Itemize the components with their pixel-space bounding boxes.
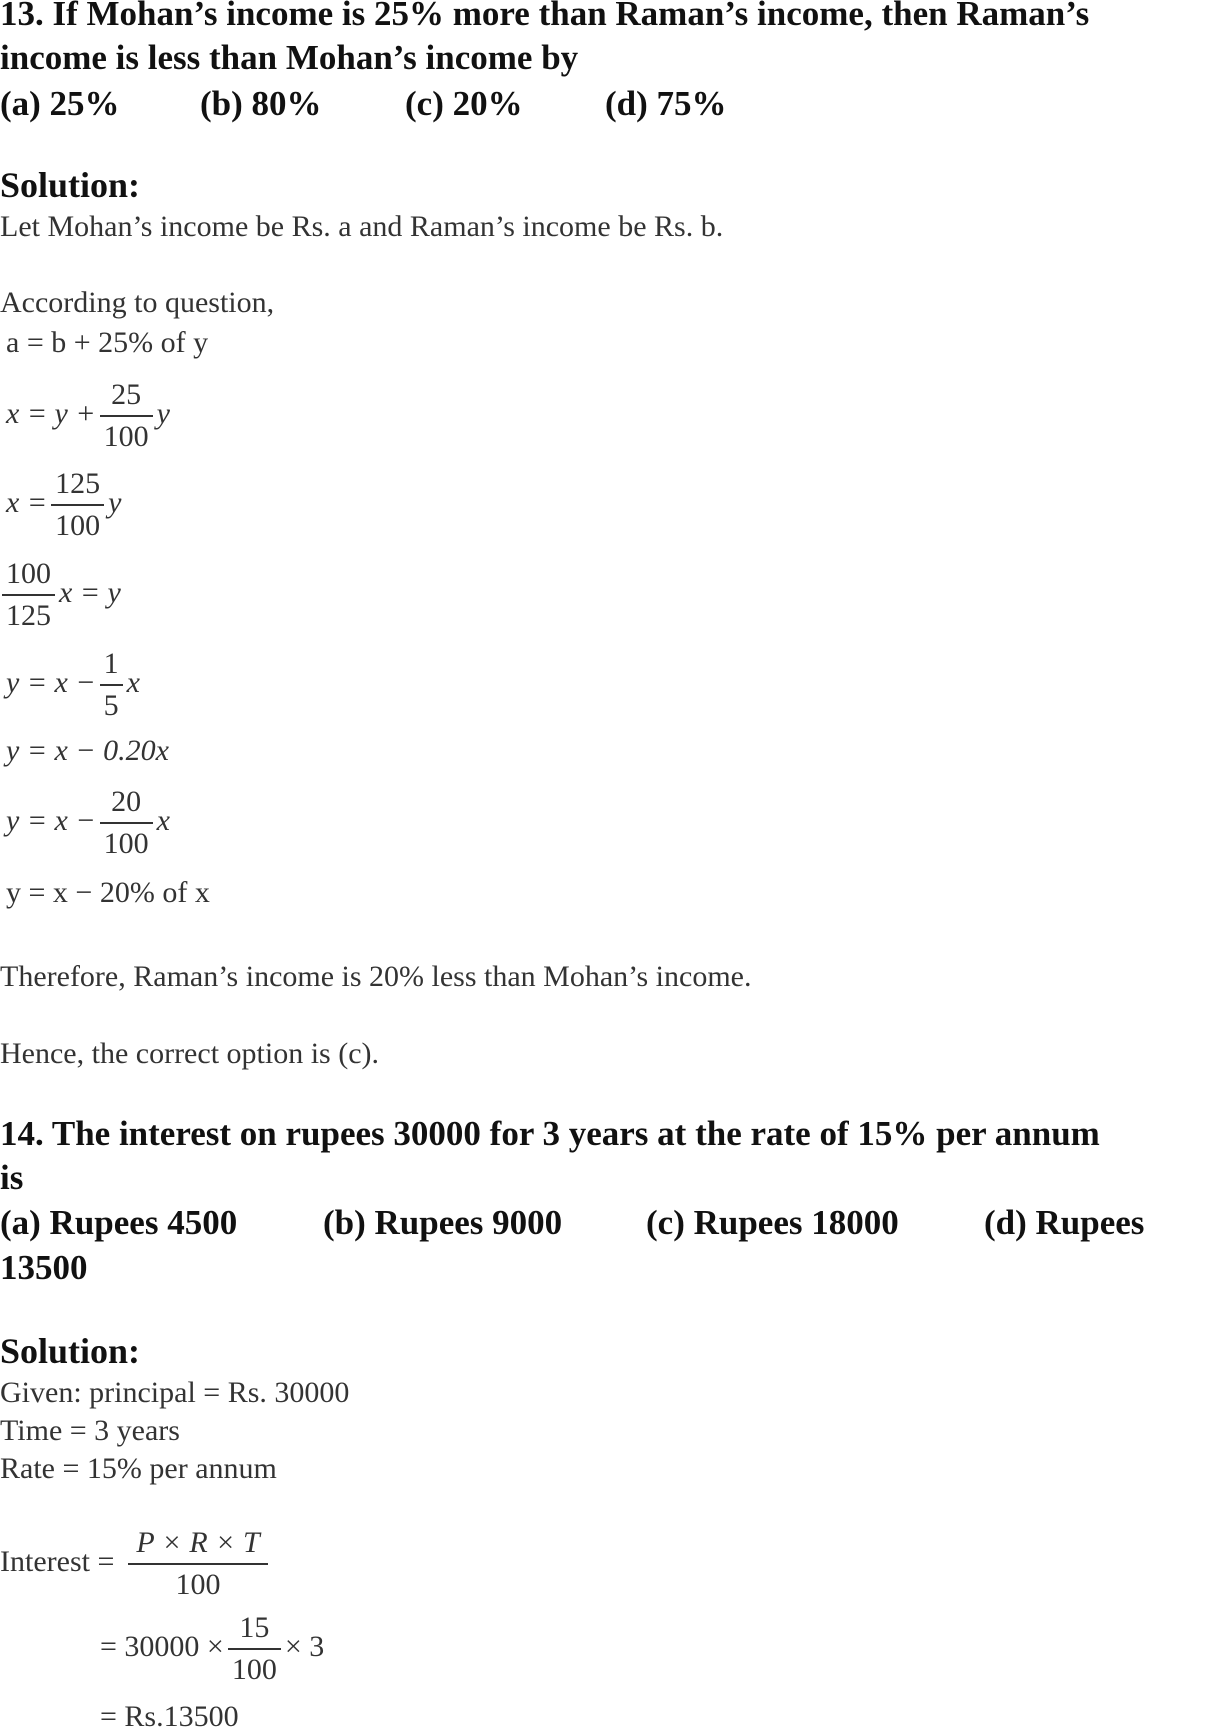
question-14-line-1: 14. The interest on rupees 30000 for 3 years at the rate of 15% per annum	[0, 1114, 1100, 1153]
q13-option-b: (b) 80%	[200, 84, 322, 123]
q14-calculation	[100, 1610, 324, 1688]
q14-option-a: (a) Rupees 4500	[0, 1203, 238, 1242]
q13-equation-6: y = x − 0.20x	[6, 734, 169, 767]
eq2-denominator: 100	[103, 420, 149, 453]
eq3-numerator: 125	[51, 466, 104, 506]
eq4-denominator: 125	[6, 599, 51, 632]
q13-solution-heading: Solution:	[0, 165, 141, 205]
calc-numerator: 15	[228, 1610, 281, 1650]
eq5-numerator: 1	[100, 646, 123, 686]
q13-according-text: According to question,	[0, 286, 275, 319]
q14-given-time: Time = 3 years	[0, 1414, 180, 1447]
calc-rhs: × 3	[284, 1629, 325, 1663]
eq3-fraction	[51, 466, 104, 544]
eq2-numerator: 25	[100, 377, 153, 417]
eq2-fraction	[100, 377, 153, 455]
q13-equation-5	[6, 646, 140, 724]
q14-solution-heading: Solution:	[0, 1331, 141, 1371]
eq7-numerator: 20	[100, 784, 153, 824]
eq3-denominator: 100	[55, 509, 101, 542]
q13-option-a: (a) 25%	[0, 84, 120, 123]
interest-denominator: 100	[175, 1568, 221, 1601]
eq4-fraction	[2, 556, 55, 634]
eq5-fraction	[100, 646, 123, 724]
q13-hence-text: Hence, the correct option is (c).	[0, 1037, 379, 1070]
calc-lhs: = 30000 ×	[100, 1629, 224, 1663]
calc-denominator: 100	[231, 1653, 277, 1686]
q14-result: = Rs.13500	[100, 1700, 239, 1733]
q14-given-principal: Given: principal = Rs. 30000	[0, 1376, 350, 1409]
q14-interest-formula	[0, 1525, 272, 1603]
q13-let-text: Let Mohan’s income be Rs. a and Raman’s income be Rs. b.	[0, 210, 724, 243]
eq4-rhs: x = y	[59, 575, 121, 609]
q14-option-c: (c) Rupees 18000	[646, 1203, 899, 1242]
q14-option-d-continued: 13500	[0, 1248, 88, 1287]
q14-given-rate: Rate = 15% per annum	[0, 1452, 277, 1485]
question-13-line-2: income is less than Mohan’s income by	[0, 38, 579, 77]
eq4-numerator: 100	[2, 556, 55, 596]
eq2-rhs: y	[156, 396, 170, 430]
q13-equation-7	[6, 784, 170, 862]
question-13-line-1: 13. If Mohan’s income is 25% more than Raman’s income, then Raman’s	[0, 0, 1090, 33]
q14-option-d: (d) Rupees	[984, 1203, 1145, 1242]
eq7-fraction	[100, 784, 153, 862]
q14-option-b: (b) Rupees 9000	[323, 1203, 563, 1242]
q13-option-c: (c) 20%	[405, 84, 523, 123]
eq5-lhs: y = x −	[6, 665, 96, 699]
q13-equation-1: a = b + 25% of y	[6, 326, 209, 359]
eq5-rhs: x	[126, 665, 140, 699]
q13-equation-2	[6, 377, 170, 455]
eq2-lhs: x = y +	[6, 396, 96, 430]
eq3-rhs: y	[108, 485, 122, 519]
eq5-denominator: 5	[103, 689, 119, 722]
interest-fraction	[128, 1525, 267, 1603]
question-13-options	[0, 82, 727, 126]
eq7-denominator: 100	[103, 827, 149, 860]
q13-therefore-text: Therefore, Raman’s income is 20% less than Mohan’s income.	[0, 960, 752, 993]
q13-equation-3	[6, 466, 121, 544]
calc-fraction	[228, 1610, 281, 1688]
eq7-rhs: x	[156, 803, 170, 837]
eq7-lhs: y = x −	[6, 803, 96, 837]
eq3-lhs: x =	[6, 485, 48, 519]
q13-equation-8: y = x − 20% of x	[6, 876, 210, 909]
question-14-options	[0, 1201, 1144, 1245]
question-14-line-2: is	[0, 1158, 24, 1197]
interest-label: Interest =	[0, 1544, 115, 1578]
interest-numerator: P × R × T	[128, 1525, 267, 1565]
q13-option-d: (d) 75%	[605, 84, 727, 123]
q13-equation-4	[2, 556, 121, 634]
